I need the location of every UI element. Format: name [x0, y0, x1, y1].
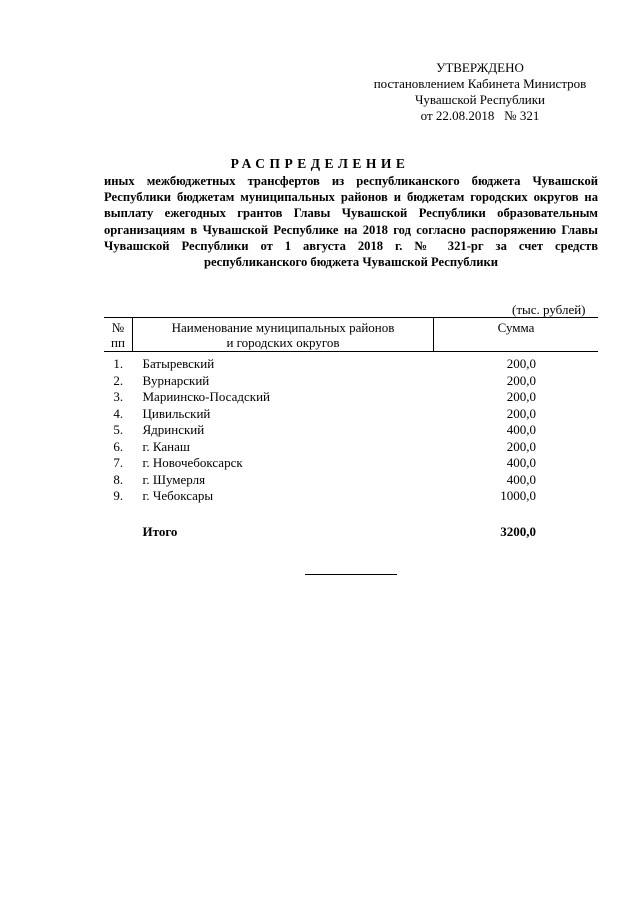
- end-divider: [305, 574, 397, 575]
- row-name: г. Канаш: [142, 438, 190, 454]
- row-number: 4.: [113, 405, 124, 421]
- table-row: [104, 422, 598, 439]
- row-number: 9.: [113, 488, 124, 503]
- approval-date-number: от 22.08.2018 № 321: [420, 108, 540, 123]
- row-number: 7.: [113, 455, 124, 470]
- row-number: 6.: [113, 438, 124, 454]
- total-row: [104, 505, 598, 541]
- row-number: 8.: [113, 471, 124, 487]
- header-sum: Сумма: [434, 318, 599, 352]
- row-number: 5.: [113, 422, 124, 437]
- approval-issuer: постановлением Кабинета Министров: [373, 76, 587, 91]
- header-number-line2: пп: [111, 335, 125, 350]
- approval-heading: УТВЕРЖДЕНО: [436, 60, 524, 75]
- table-header-row: [104, 318, 598, 352]
- approval-stamp: [360, 60, 600, 124]
- table-row: [104, 455, 598, 472]
- table-row: [104, 373, 598, 390]
- row-sum: 200,0: [506, 372, 536, 388]
- header-number: [104, 318, 133, 352]
- row-name: Вурнарский: [142, 372, 210, 388]
- approval-republic: Чувашской Республики: [414, 92, 546, 107]
- document-title: РАСПРЕДЕЛЕНИЕ: [230, 156, 410, 171]
- row-name: г. Новочебоксарск: [142, 455, 243, 470]
- total-label: Итого: [142, 523, 178, 539]
- total-number: [104, 505, 133, 541]
- row-name: Цивильский: [142, 405, 211, 421]
- row-name: г. Шумерля: [142, 471, 206, 487]
- table-row: [104, 406, 598, 423]
- row-number: 2.: [113, 372, 124, 388]
- units-label: (тыс. рублей): [512, 302, 586, 317]
- table-row: [104, 439, 598, 456]
- row-sum: 200,0: [506, 356, 536, 371]
- row-name: г. Чебоксары: [142, 488, 214, 503]
- table-row: [104, 352, 598, 373]
- table-row: [104, 472, 598, 489]
- row-sum: 400,0: [506, 455, 536, 470]
- header-name-line2: и городских округов: [226, 335, 340, 350]
- row-sum: 200,0: [506, 389, 536, 404]
- row-sum: 400,0: [506, 471, 536, 487]
- header-number-line1: №: [111, 320, 125, 335]
- header-name: [133, 318, 434, 352]
- header-name-line1: Наименование муниципальных районов: [171, 320, 395, 335]
- table-row: [104, 389, 598, 406]
- row-sum: 200,0: [506, 405, 536, 421]
- row-sum: 200,0: [506, 438, 536, 454]
- row-name: Мариинско-Посадский: [142, 389, 270, 404]
- row-name: Батыревский: [142, 356, 215, 371]
- row-name: Ядринский: [142, 422, 205, 437]
- row-number: 3.: [113, 389, 124, 404]
- row-sum: 1000,0: [500, 488, 536, 503]
- total-sum: 3200,0: [500, 523, 536, 539]
- document-subtitle: иных межбюджетных трансфертов из республиканского бюджета Чувашской Республики бюджетам муниципальных районов и бюджетам городских округов на выплату ежегодных грантов Главы Чувашской Республики образовательным организациям в Чувашской Республике на 2018 год согласно распоряжению Главы Чувашской Республики от 1 августа 2018 г. № 321-рг за счет средств республиканского бюджета Чувашской Республики: [104, 174, 598, 270]
- row-sum: 400,0: [506, 422, 536, 437]
- row-number: 1.: [113, 356, 124, 371]
- distribution-table: [104, 317, 598, 540]
- table-row: [104, 488, 598, 505]
